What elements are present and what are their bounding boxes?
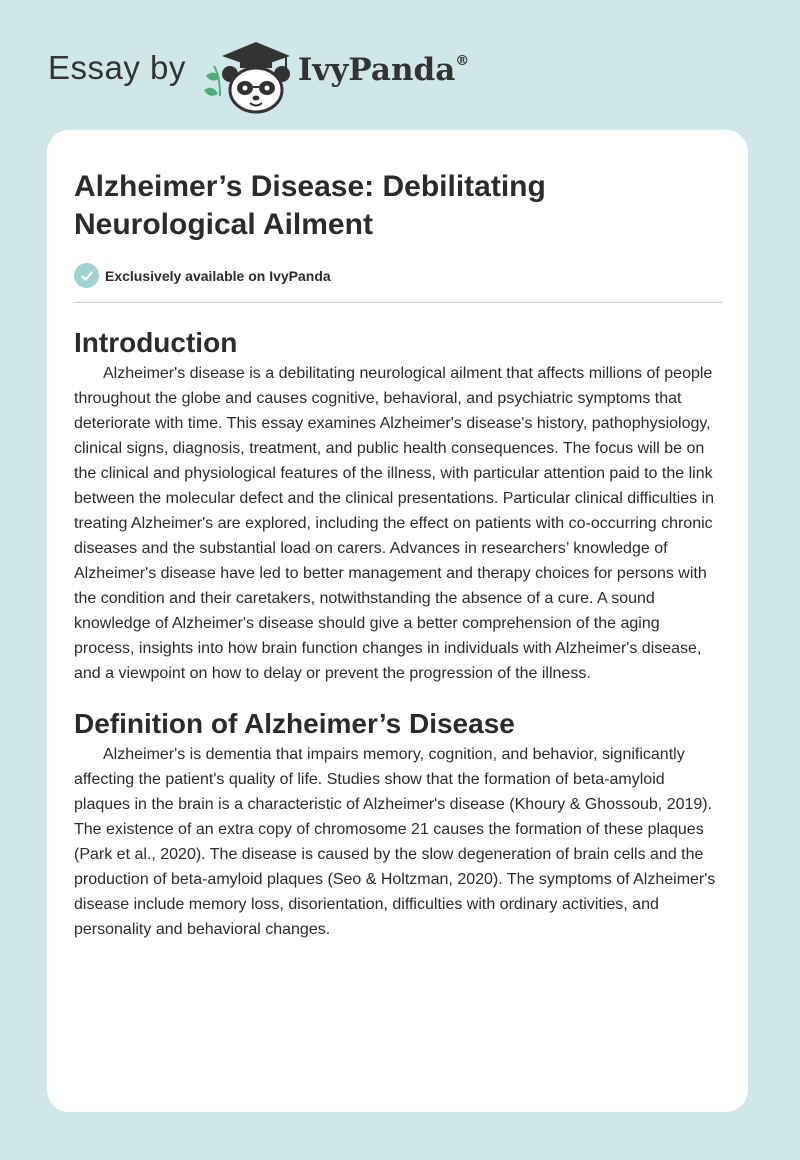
page-title: Alzheimer’s Disease: Debilitating Neurological Ailment	[74, 170, 546, 241]
section-paragraph-introduction: Alzheimer's disease is a debilitating neurological ailment that affects millions of people throughout the globe and causes cognitive, behavioral, and psychiatric symptoms that deteriorate with time. This essay examines Alzheimer's disease's history, pathophysiology, clinical signs, diagnosis, treatment, and public health consequences. The focus will be on the clinical and physiological features of the illness, with particular attention paid to the link between the molecular defect and the clinical presentations. Particular clinical difficulties in treating Alzheimer's are explored, including the effect on patients with co-occurring chronic diseases and the substantial load on carers. Advances in researchers’ knowledge of Alzheimer's disease have led to better management and therapy choices for persons with the condition and their caretakers, notwithstanding the absence of a cure. A sound knowledge of Alzheimer's disease should give a better comprehension of the aging process, insights into how brain function changes in individuals with Alzheimer's disease, and a viewpoint on how to delay or prevent the progression of the illness.	[74, 365, 715, 682]
exclusive-badge-label: Exclusively available on IvyPanda	[105, 267, 331, 284]
panda-logo-icon[interactable]	[200, 36, 296, 116]
ivypanda-wordmark[interactable]	[298, 52, 469, 88]
exclusive-badge	[74, 263, 331, 288]
title-divider	[74, 302, 723, 303]
brand-name: IvyPanda	[297, 52, 456, 88]
site-header	[48, 36, 469, 116]
essay-body	[74, 325, 723, 942]
section-heading-introduction: Introduction	[74, 327, 238, 358]
section-paragraph-definition: Alzheimer's is dementia that impairs memory, cognition, and behavior, significantly affecting the patient's quality of life. Studies show that the formation of beta-amyloid plaques in the brain is a characteristic of Alzheimer's disease (Khoury & Ghossoub, 2019). The existence of an extra copy of chromosome 21 causes the formation of these plaques (Park et al., 2020). The disease is caused by the slow degeneration of brain cells and the production of beta-amyloid plaques (Seo & Holtzman, 2020). The symptoms of Alzheimer's disease include memory loss, disorientation, difficulties with ordinary activities, and personality and behavioral changes.	[74, 746, 716, 938]
essay-card	[47, 130, 748, 1112]
section-heading-definition: Definition of Alzheimer’s Disease	[74, 708, 515, 739]
check-icon	[74, 263, 99, 288]
essay-by-label: Essay by	[48, 49, 186, 86]
registered-mark: ®	[455, 52, 470, 69]
